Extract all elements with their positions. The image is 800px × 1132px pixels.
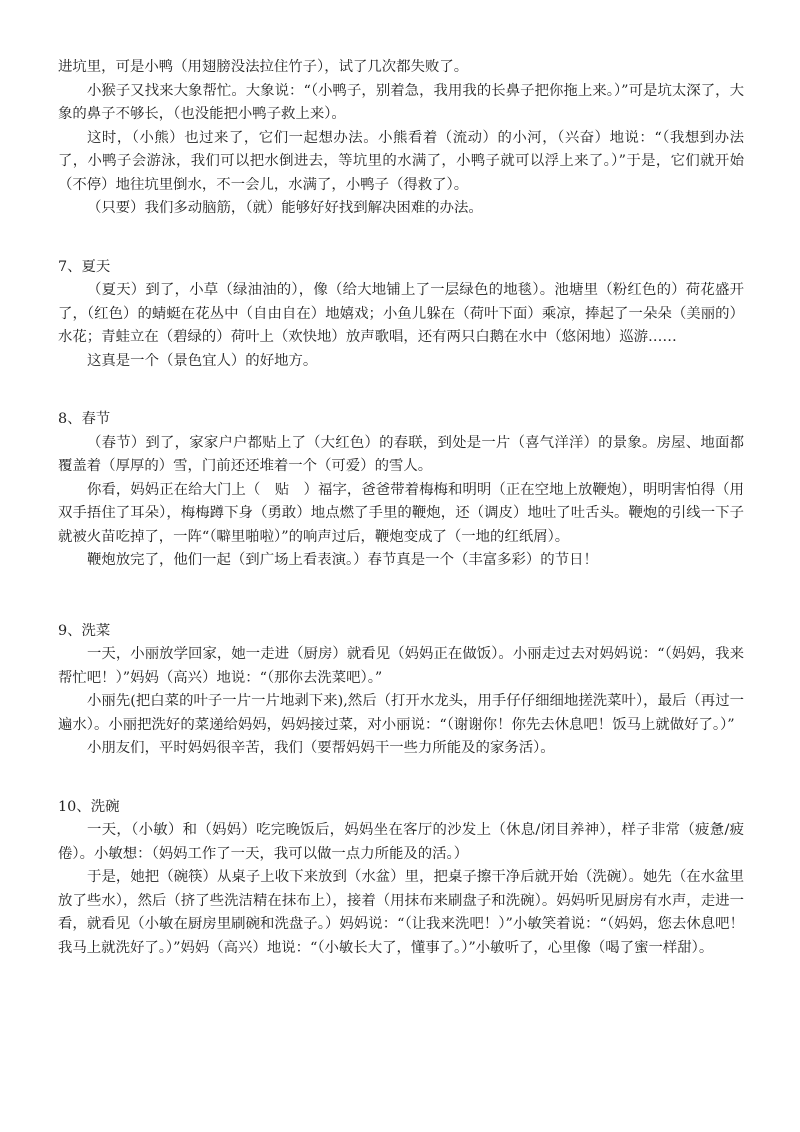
document-page (58, 56, 744, 960)
paragraph: 一天，小丽放学回家，她一走进（厨房）就看见（妈妈正在做饭）。小丽走过去对妈妈说：“（妈妈，我来帮忙吧！）”妈妈（高兴）地说：“（那你去洗菜吧）。” (58, 646, 744, 686)
paragraph: （夏天）到了，小草（绿油油的），像（给大地铺上了一层绿色的地毯）。池塘里（粉红色的）荷花盛开了，（红色）的蜻蜓在花丛中（自由自在）地嬉戏；小鱼儿躲在（荷叶下面）乘凉，捧起了一朵朵（美丽的）水花；青蛙立在（碧绿的）荷叶上（欢快地）放声歌唱，还有两只白鹅在水中（悠闲地）巡游…… (58, 282, 744, 345)
paragraph: （春节）到了，家家户户都贴上了（大红色）的春联，到处是一片（喜气洋洋）的景象。房屋、地面都覆盖着（厚厚的）雪，门前还还堆着一个（可爱）的雪人。 (58, 434, 744, 474)
paragraph: 于是，她把（碗筷）从桌子上收下来放到（水盆）里，把桌子擦干净后就开始（洗碗）。她先（在水盆里放了些水），然后（挤了些洗洁精在抹布上），接着（用抹布来刷盘子和洗碗）。妈妈听见厨房有水声，走进一看，就看见（小敏在厨房里刷碗和洗盘子。）妈妈说：“（让我来洗吧！）”小敏笑着说：“（妈妈，您去休息吧！我马上就洗好了。）”妈妈（高兴）地说：“（小敏长大了，懂事了。）”小敏听了，心里像（喝了蜜一样甜）。 (58, 869, 744, 956)
section-gap (58, 761, 744, 796)
paragraph: 小丽先(把白菜的叶子一片一片地剥下来),然后（打开水龙头，用手仔仔细细地搓洗菜叶），最后（再过一遍水）。小丽把洗好的菜递给妈妈，妈妈接过菜，对小丽说：“（谢谢你！你先去休息吧！饭马上就做好了。）” (58, 693, 744, 733)
paragraph: 进坑里，可是小鸭（用翅膀没法拉住竹子），试了几次都失败了。 (58, 59, 469, 75)
paragraph: 鞭炮放完了，他们一起（到广场上看表演。）春节真是一个（丰富多彩）的节日！ (87, 552, 598, 568)
section-summer (58, 256, 744, 374)
paragraph: 你看，妈妈正在给大门上（ 贴 ）福字，爸爸带着梅梅和明明（正在空地上放鞭炮），明明害怕得（用双手捂住了耳朵），梅梅蹲下身（勇敢）地点燃了手里的鞭炮，还（调皮）地吐了吐舌头。鞭炮的引线一下子就被火苗吃掉了，一阵“（噼里啪啦）”的响声过后，鞭炮变成了（一地的红纸屑）。 (58, 481, 744, 545)
section-wash-vegetables (58, 620, 744, 761)
section-spring-festival (58, 408, 744, 573)
section-heading: 8、春节 (58, 411, 111, 427)
paragraph: 一天，（小敏）和（妈妈）吃完晚饭后，妈妈坐在客厅的沙发上（休息/闭目养神），样子非常（疲惫/疲倦）。小敏想：（妈妈工作了一天，我可以做一点力所能及的活。） (58, 822, 744, 862)
section-heading: 10、洗碗 (58, 798, 120, 815)
paragraph: 这真是一个（景色宜人）的好地方。 (87, 352, 318, 369)
section-gap (58, 373, 744, 408)
paragraph: 这时，（小熊）也过来了，它们一起想办法。小熊看着（流动）的小河，（兴奋）地说：“（我想到办法了，小鸭子会游泳，我们可以把水倒进去，等坑里的水满了，小鸭子就可以浮上来了。）”于是，它们就开始（不停）地往坑里倒水，不一会儿，水满了，小鸭子（得救了）。 (58, 129, 744, 193)
section-wash-dishes (58, 796, 744, 961)
section-heading: 9、洗菜 (58, 622, 111, 639)
paragraph: 小猴子又找来大象帮忙。大象说：“（小鸭子，别着急，我用我的长鼻子把你拖上来。）”可是坑太深了，大象的鼻子不够长，（也没能把小鸭子救上来）。 (58, 82, 744, 122)
section-gap (58, 221, 744, 256)
intro-section (58, 56, 744, 221)
section-heading: 7、夏天 (58, 258, 111, 275)
section-gap (58, 573, 744, 608)
section-gap (58, 608, 744, 620)
paragraph: （只要）我们多动脑筋，（就）能够好好找到解决困难的办法。 (87, 200, 483, 216)
paragraph: 小朋友们，平时妈妈很辛苦，我们（要帮妈妈干一些力所能及的家务活）。 (87, 740, 555, 756)
